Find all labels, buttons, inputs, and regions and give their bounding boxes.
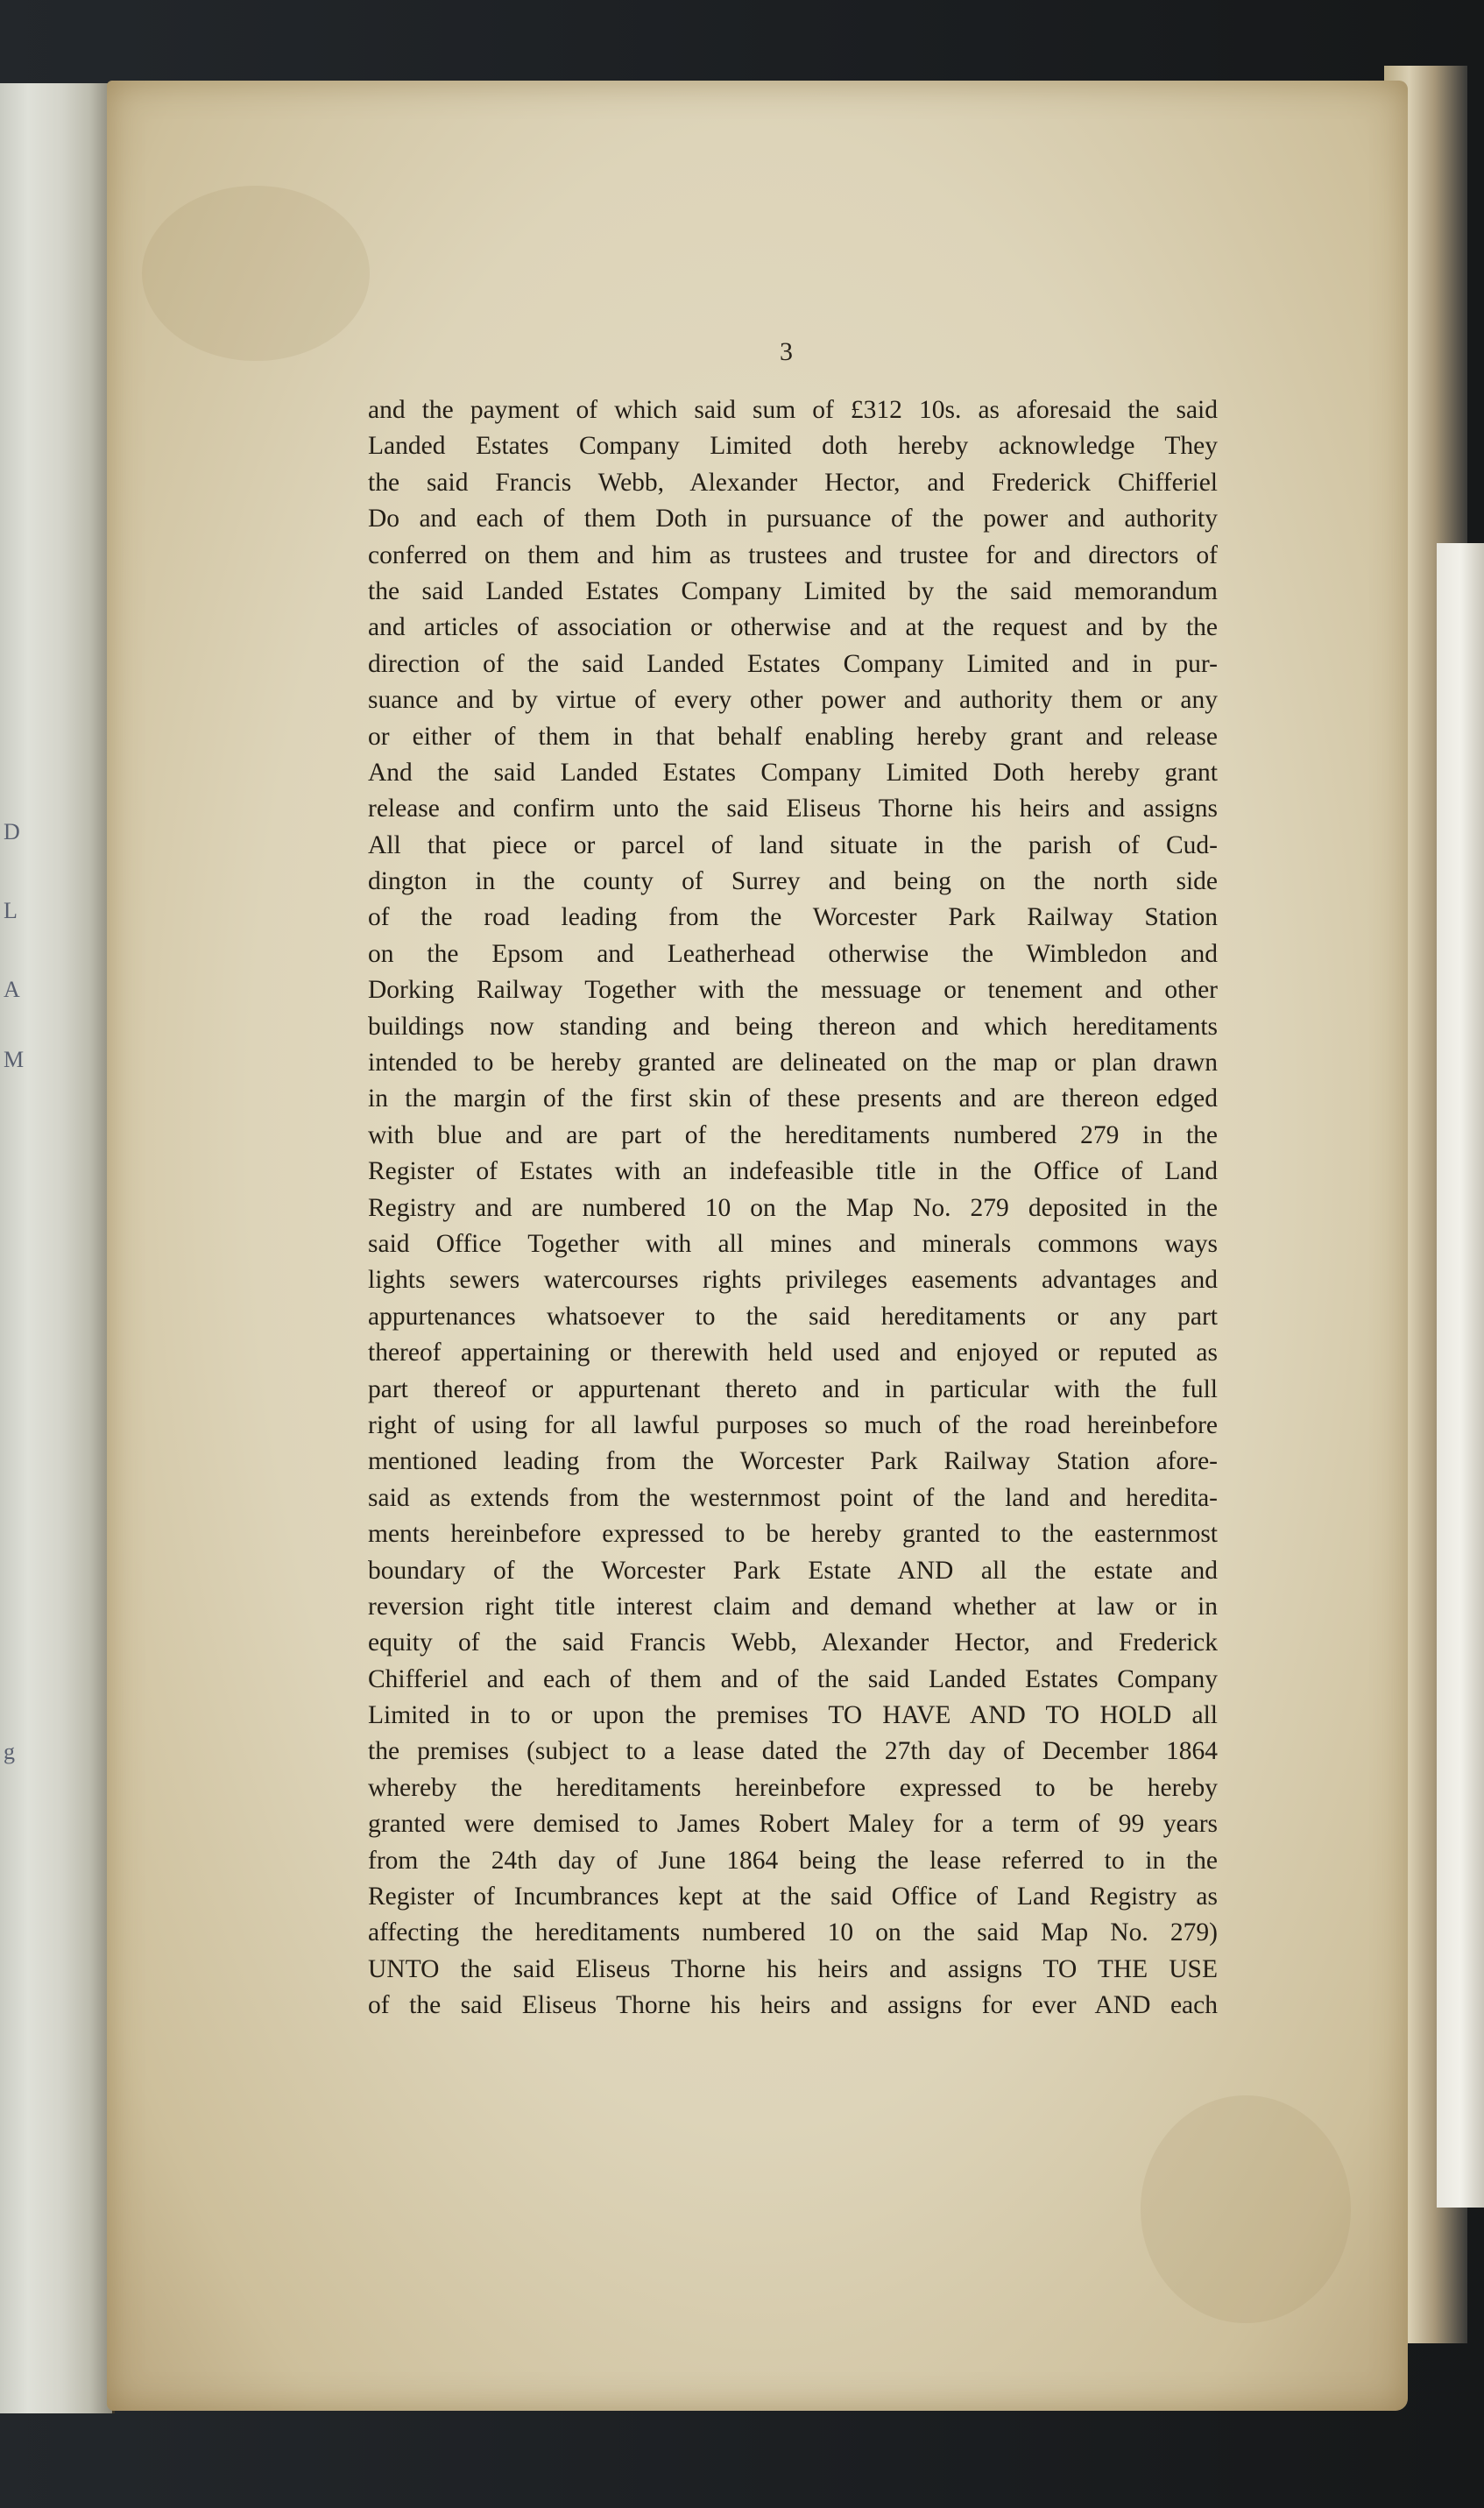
text-line: said as extends from the westernmost point of the land and heredita- — [368, 1483, 1218, 1512]
text-line: Chifferiel and each of them and of the said Landed Estates Company — [368, 1664, 1218, 1693]
text-line: appurtenances whatsoever to the said hereditaments or any part — [368, 1302, 1218, 1331]
text-line: And the said Landed Estates Company Limited Doth hereby grant — [368, 758, 1218, 787]
text-line: in the margin of the first skin of these presents and are thereon edged — [368, 1084, 1218, 1113]
text-line: conferred on them and him as trustees and trustee for and directors of — [368, 540, 1218, 569]
text-line: Dorking Railway Together with the messuage or tenement and other — [368, 976, 1218, 1005]
text-line: of the road leading from the Worcester Park Railway Station — [368, 903, 1218, 932]
text-line: part thereof or appurtenant thereto and in particular with the full — [368, 1374, 1218, 1403]
text-line: Registry and are numbered 10 on the Map No. 279 deposited in the — [368, 1193, 1218, 1222]
margin-mark: A — [4, 977, 20, 1002]
text-line: All that piece or parcel of land situate in the parish of Cud- — [368, 830, 1218, 859]
text-line: boundary of the Worcester Park Estate AND all the estate and — [368, 1556, 1218, 1585]
margin-mark: L — [4, 898, 18, 923]
text-line: intended to be hereby granted are delineated on the map or plan drawn — [368, 1049, 1218, 1077]
margin-mark: g — [4, 1739, 15, 1764]
text-line: granted were demised to James Robert Maley for a term of 99 years — [368, 1810, 1218, 1839]
text-line: or either of them in that behalf enabling hereby grant and release — [368, 722, 1218, 751]
text-line: direction of the said Landed Estates Company Limited and in pur- — [368, 649, 1218, 678]
previous-page-edge — [0, 83, 115, 2413]
text-line: the said Francis Webb, Alexander Hector, and Frederick Chifferiel — [368, 468, 1218, 497]
text-line: dington in the county of Surrey and being on the north side — [368, 867, 1218, 896]
margin-mark: D — [4, 819, 20, 844]
margin-mark: M — [4, 1047, 25, 1072]
text-line: buildings now standing and being thereon and which hereditaments — [368, 1012, 1218, 1041]
text-line: suance and by virtue of every other power and authority them or any — [368, 686, 1218, 715]
text-line: and articles of association or otherwise and at the request and by the — [368, 613, 1218, 642]
text-line: Register of Incumbrances kept at the said Office of Land Registry as — [368, 1883, 1218, 1911]
text-line: ments hereinbefore expressed to be hereby granted to the easternmost — [368, 1520, 1218, 1549]
text-line: with blue and are part of the hereditaments numbered 279 in the — [368, 1120, 1218, 1149]
inserted-sheet-edge — [1437, 543, 1484, 2208]
text-line: the said Landed Estates Company Limited by the said memorandum — [368, 576, 1218, 605]
text-line: thereof appertaining or therewith held used and enjoyed or reputed as — [368, 1339, 1218, 1367]
text-line: the premises (subject to a lease dated the 27th day of December 1864 — [368, 1737, 1218, 1766]
text-line: on the Epsom and Leatherhead otherwise the Wimbledon and — [368, 939, 1218, 968]
text-line: reversion right title interest claim and demand whether at law or in — [368, 1592, 1218, 1621]
text-line: affecting the hereditaments numbered 10 on the said Map No. 279) — [368, 1918, 1218, 1947]
text-line: Limited in to or upon the premises TO HAVE AND TO HOLD all — [368, 1701, 1218, 1730]
text-line: UNTO the said Eliseus Thorne his heirs and assigns TO THE USE — [368, 1954, 1218, 1983]
text-line: whereby the hereditaments hereinbefore expressed to be hereby — [368, 1773, 1218, 1802]
text-line: Landed Estates Company Limited doth hereby acknowledge They — [368, 432, 1218, 461]
page-number: 3 — [780, 337, 793, 366]
text-line: release and confirm unto the said Eliseus Thorne his heirs and assigns — [368, 795, 1218, 823]
paper-stain — [1141, 2095, 1351, 2323]
text-line: said Office Together with all mines and minerals commons ways — [368, 1229, 1218, 1258]
text-line: of the said Eliseus Thorne his heirs and assigns for ever AND each — [368, 1991, 1218, 2020]
text-line: lights sewers watercourses rights privileges easements advantages and — [368, 1266, 1218, 1295]
text-line: mentioned leading from the Worcester Park Railway Station afore- — [368, 1447, 1218, 1476]
text-line: equity of the said Francis Webb, Alexander Hector, and Frederick — [368, 1628, 1218, 1657]
text-line: and the payment of which said sum of £312 10s. as aforesaid the said — [368, 396, 1218, 424]
body-text — [368, 392, 1218, 2024]
text-line: right of using for all lawful purposes so much of the road hereinbefore — [368, 1410, 1218, 1439]
text-line: Register of Estates with an indefeasible title in the Office of Land — [368, 1157, 1218, 1186]
text-line: from the 24th day of June 1864 being the lease referred to in the — [368, 1846, 1218, 1875]
paper-stain — [142, 186, 370, 361]
text-line: Do and each of them Doth in pursuance of the power and authority — [368, 505, 1218, 533]
